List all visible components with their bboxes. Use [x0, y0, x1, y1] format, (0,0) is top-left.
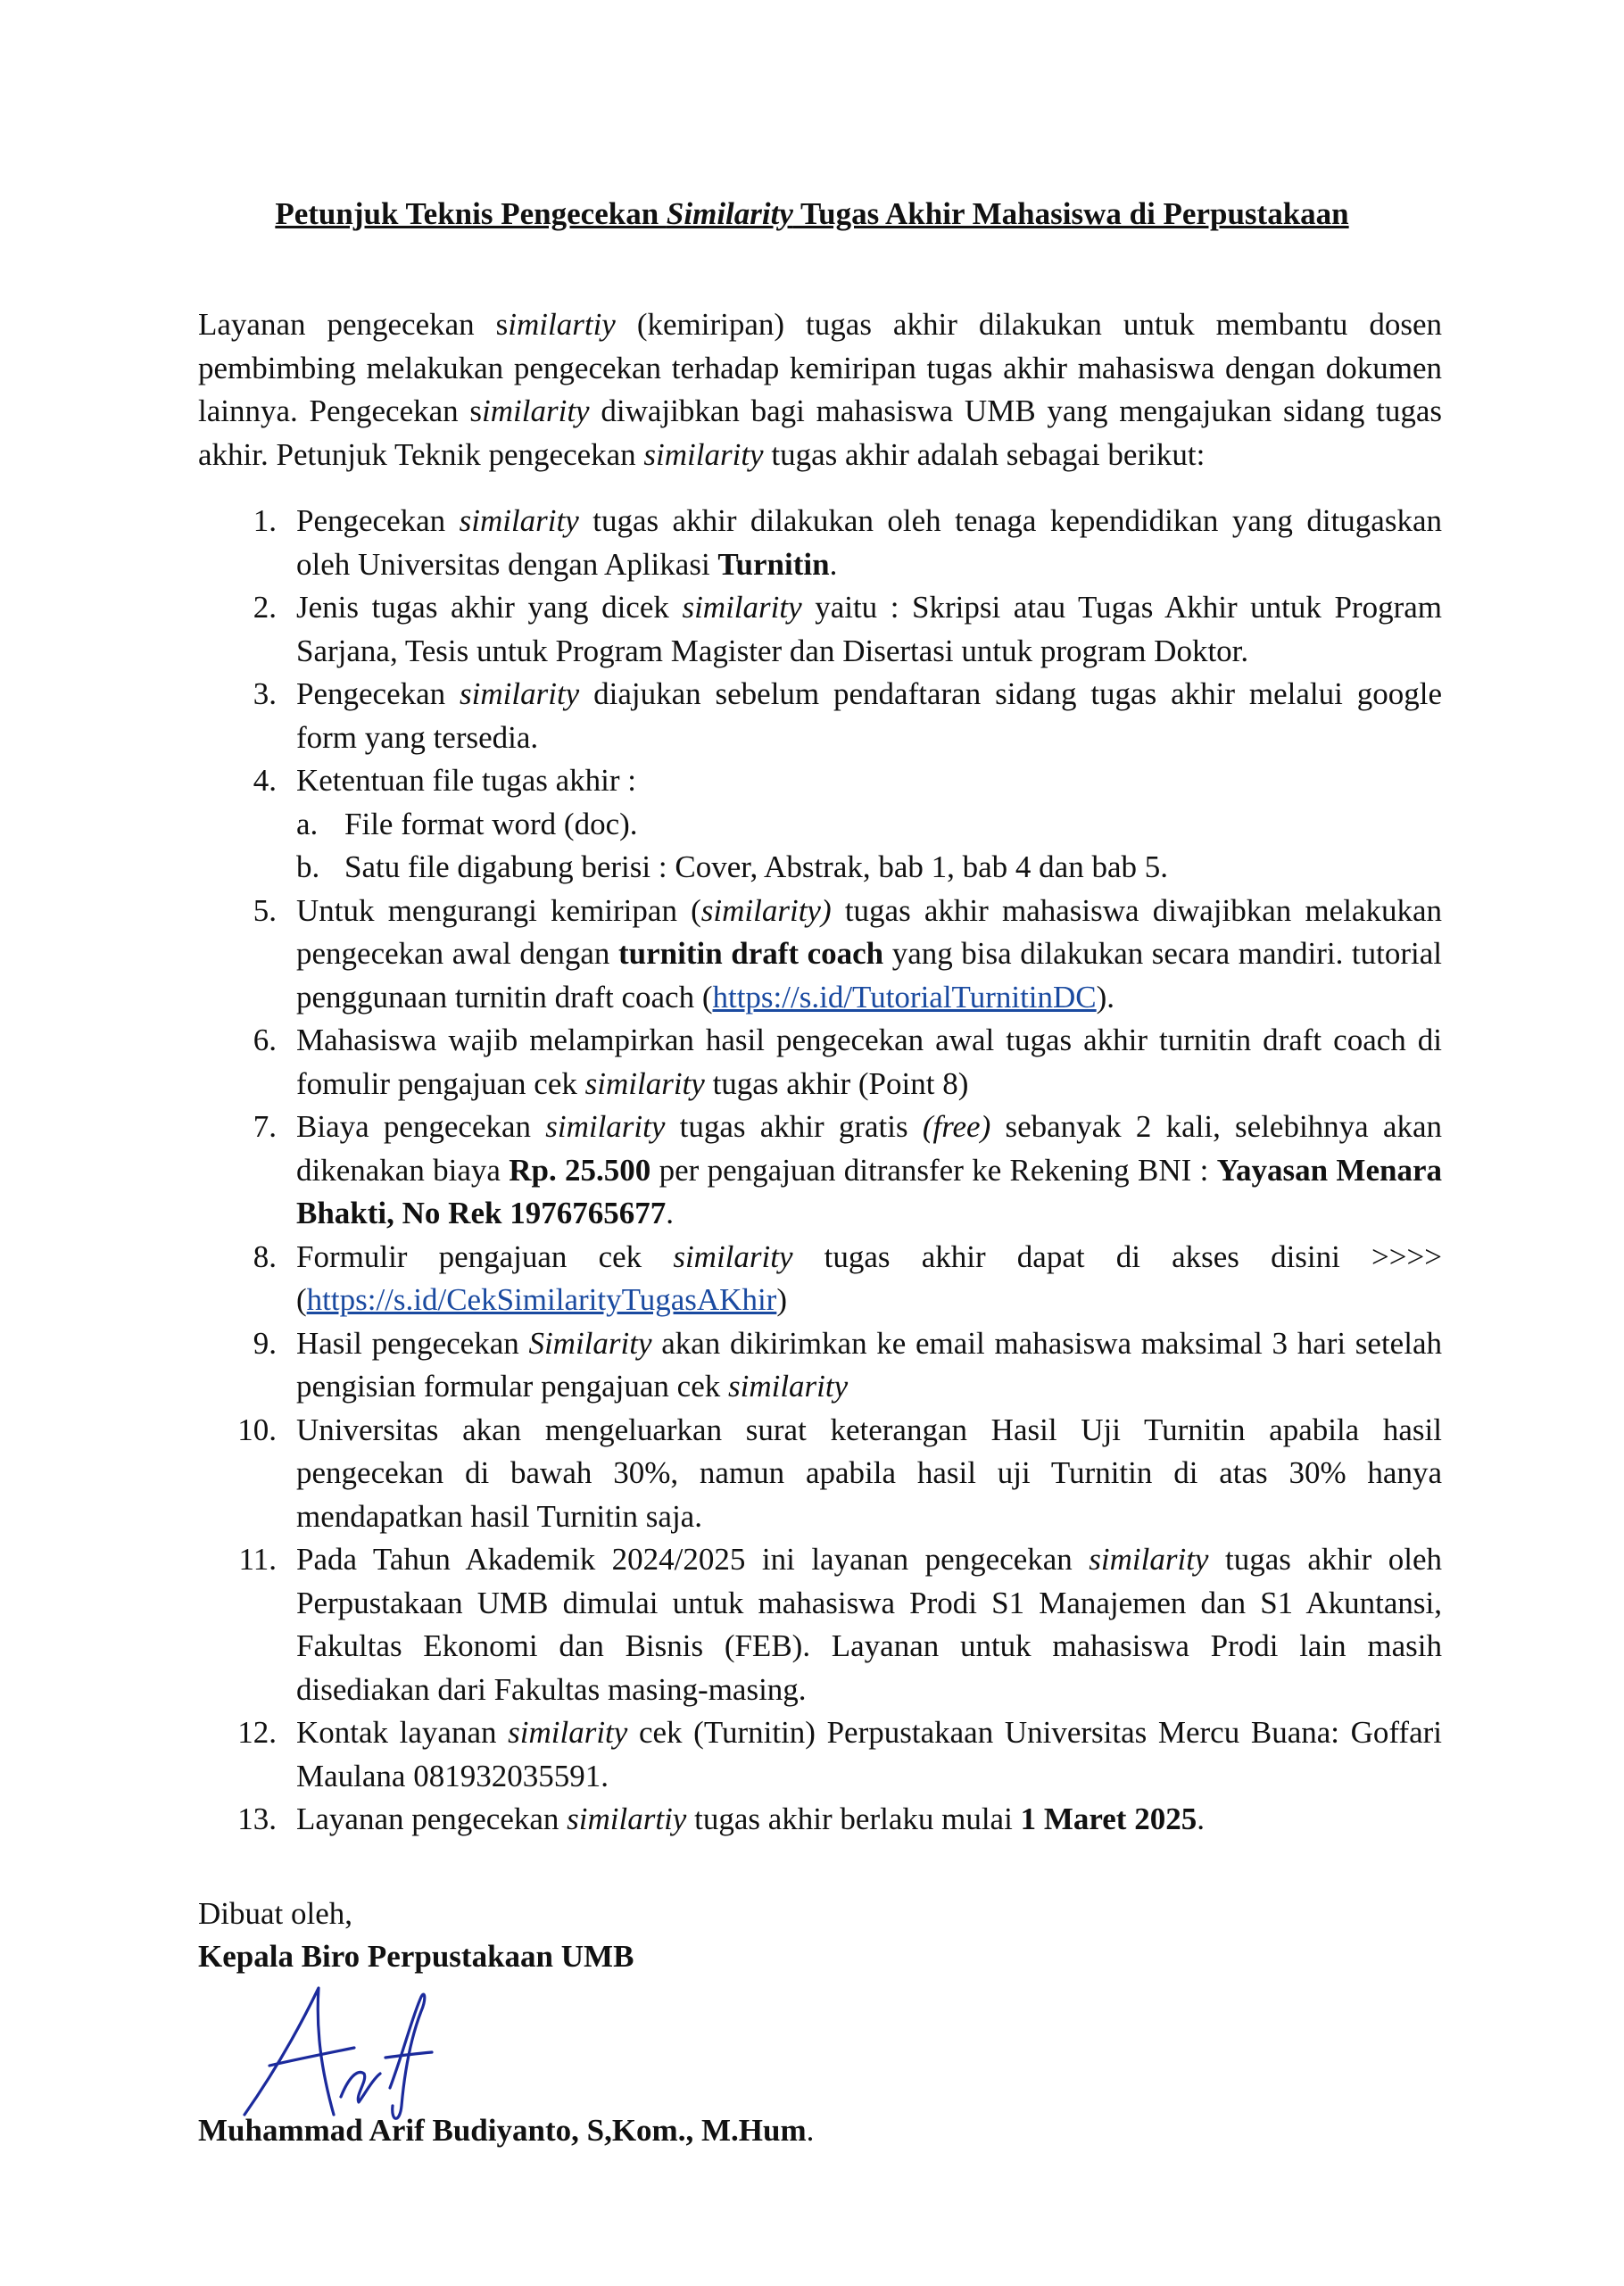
tutorial-link[interactable]: https://s.id/TutorialTurnitinDC: [712, 979, 1097, 1015]
list-item: [198, 1409, 1442, 1539]
item-text: Mahasiswa wajib melampirkan hasil pengecekan awal tugas akhir turnitin draft coach di fomulir pengajuan cek: [296, 1023, 1442, 1101]
item-italic: Similarity: [528, 1325, 652, 1361]
item-italic: similarity: [584, 1065, 705, 1101]
item-text: Ketentuan file tugas akhir :: [296, 763, 636, 798]
item-bold: Yayasan Menara Bhakti, No Rek 1976765677: [296, 1152, 1442, 1230]
item-number: 7.: [253, 1109, 277, 1144]
item-italic: similarity: [673, 1238, 793, 1274]
item-italic: similarity: [459, 503, 579, 538]
item-text: per pengajuan ditransfer ke Rekening BNI :: [650, 1152, 1217, 1188]
item-text: Formulir pengajuan cek: [296, 1238, 674, 1274]
item-italic: similarity: [682, 590, 802, 625]
signer-name-text: Muhammad Arif Budiyanto, S,Kom., M.Hum: [198, 2113, 807, 2148]
intro-italic: imilarity: [482, 393, 590, 428]
page-title: [0, 196, 1624, 232]
item-number: 9.: [253, 1325, 277, 1361]
item-bold: Turnitin: [717, 546, 830, 582]
item-text: cek (Turnitin) Perpustakaan Universitas Mercu Buana: Goffari Maulana 081932035591.: [296, 1715, 1442, 1793]
item-number: 3.: [253, 676, 277, 711]
closing-text: Dibuat oleh,: [198, 1896, 353, 1931]
sub-item: [296, 846, 1442, 890]
instruction-list: [198, 500, 1442, 1842]
intro-text: Layanan pengecekan s: [198, 307, 509, 342]
title-text-end: Tugas Akhir Mahasiswa di Perpustakaan: [792, 196, 1349, 231]
sub-item: [296, 803, 1442, 847]
title-text: Petunjuk Teknis Pengecekan: [275, 196, 667, 231]
item-number: 5.: [253, 892, 277, 928]
item-text: akan dikirimkan ke email mahasiswa maksimal 3 hari setelah pengisian formular pengajuan cek: [296, 1325, 1442, 1404]
list-item: [198, 890, 1442, 1020]
signature-image: [234, 1981, 439, 2133]
item-text: tugas akhir (Point 8): [704, 1065, 969, 1101]
item-number: 11.: [238, 1542, 277, 1577]
list-item: [198, 673, 1442, 759]
item-text: tugas akhir mahasiswa diwajibkan melakukan pengecekan awal dengan: [296, 892, 1442, 971]
item-text: ): [776, 1282, 787, 1317]
item-text: Layanan pengecekan: [296, 1801, 568, 1836]
item-italic: (free): [922, 1109, 991, 1144]
item-italic: similarity: [545, 1109, 666, 1144]
list-item: [198, 586, 1442, 673]
item-text: .: [1197, 1801, 1205, 1836]
intro-text: (kemiripan) tugas akhir dilakukan untuk membantu dosen pembimbing melakukan pengecekan terhadap kemiripan tugas akhir mahasiswa dengan dokumen lainnya. Pengecekan s: [198, 307, 1442, 428]
item-text: ).: [1096, 979, 1115, 1015]
list-item: [198, 1322, 1442, 1409]
item-text: yang bisa dilakukan secara mandiri. tutorial penggunaan turnitin draft coach (: [296, 936, 1443, 1015]
list-item: [198, 1538, 1442, 1711]
item-number: 1.: [253, 503, 277, 538]
item-number: 4.: [253, 763, 277, 798]
signer-name-period: .: [806, 2113, 815, 2148]
signer-title: Kepala Biro Perpustakaan UMB: [198, 1939, 634, 1974]
item-text: yaitu : Skripsi atau Tugas Akhir untuk Program Sarjana, Tesis untuk Program Magister dan Disertasi untuk program Doktor.: [296, 590, 1442, 668]
item-text: Hasil pengecekan: [296, 1325, 529, 1361]
sub-item-letter: a.: [296, 806, 319, 841]
item-italic: similarity: [508, 1715, 628, 1750]
form-link[interactable]: https://s.id/CekSimilarityTugasAKhir: [306, 1282, 777, 1317]
item-text: tugas akhir berlaku mulai: [686, 1801, 1021, 1836]
item-number: 10.: [237, 1412, 277, 1447]
list-item: [198, 759, 1442, 890]
item-bold: 1 Maret 2025: [1020, 1801, 1197, 1836]
signer-name: [198, 2113, 814, 2149]
item-text: .: [666, 1196, 674, 1230]
item-italic: similartiy: [567, 1801, 687, 1836]
item-text: sebanyak 2 kali, selebihnya akan dikenakan biaya: [296, 1109, 1442, 1188]
item-text: Universitas akan mengeluarkan surat keterangan Hasil Uji Turnitin apabila hasil pengecekan di bawah 30%, namun apabila hasil uji Turnitin di atas 30% hanya mendapatkan hasil Turnitin saja.: [296, 1412, 1442, 1534]
item-text: Untuk mengurangi kemiripan (: [296, 892, 701, 928]
intro-text: tugas akhir adalah sebagai berikut:: [763, 436, 1206, 472]
item-text: tugas akhir oleh Perpustakaan UMB dimulai untuk mahasiswa Prodi S1 Manajemen dan S1 Akuntansi, Fakultas Ekonomi dan Bisnis (FEB). Layanan untuk mahasiswa Prodi lain masih disediakan dari Fakultas masing-masing.: [296, 1542, 1442, 1707]
item-number: 12.: [237, 1715, 277, 1750]
item-text: diajukan sebelum pendaftaran sidang tugas akhir melalui google form yang tersedia.: [296, 676, 1443, 755]
item-text: Pengecekan: [296, 503, 460, 538]
item-text: Biaya pengecekan: [296, 1109, 546, 1144]
list-item: [198, 1106, 1442, 1236]
item-text: Kontak layanan: [296, 1715, 509, 1750]
item-text: tugas akhir gratis: [665, 1109, 923, 1144]
title-italic: Similarity: [666, 196, 793, 231]
item-number: 6.: [253, 1023, 277, 1057]
item-number: 2.: [253, 590, 277, 625]
intro-italic: similarity: [643, 436, 764, 472]
intro-paragraph: [198, 303, 1442, 476]
item-bold: turnitin draft coach: [617, 936, 884, 971]
list-item: [198, 1711, 1442, 1798]
item-text: Pada Tahun Akademik 2024/2025 ini layanan pengecekan: [296, 1542, 1090, 1577]
item-text: .: [829, 546, 838, 582]
list-item: [198, 1236, 1442, 1322]
sub-item-text: File format word (doc).: [344, 806, 638, 841]
intro-text: diwajibkan bagi mahasiswa UMB yang mengajukan sidang tugas akhir. Petunjuk Teknik pengecekan: [198, 393, 1443, 472]
item-number: 13.: [237, 1801, 277, 1836]
item-italic: similarity: [1089, 1542, 1209, 1577]
item-italic: similarity): [700, 892, 832, 928]
item-italic: similarity: [727, 1369, 849, 1404]
item-text: tugas akhir dapat di akses disini >>>> (: [296, 1238, 1442, 1317]
item-italic: similarity: [460, 676, 580, 711]
item-number: 8.: [253, 1238, 277, 1274]
sub-item-letter: b.: [296, 849, 320, 884]
item-text: Jenis tugas akhir yang dicek: [296, 590, 683, 625]
list-item: [198, 500, 1442, 586]
list-item: [198, 1019, 1442, 1106]
item-text: tugas akhir dilakukan oleh tenaga kependidikan yang ditugaskan oleh Universitas dengan Aplikasi: [296, 503, 1443, 582]
sub-item-text: Satu file digabung berisi : Cover, Abstrak, bab 1, bab 4 dan bab 5.: [344, 849, 1169, 884]
list-item: [198, 1798, 1442, 1842]
intro-italic: imilartiy: [508, 307, 616, 342]
item-bold: Rp. 25.500: [509, 1152, 651, 1188]
item-text: Pengecekan: [296, 676, 460, 711]
